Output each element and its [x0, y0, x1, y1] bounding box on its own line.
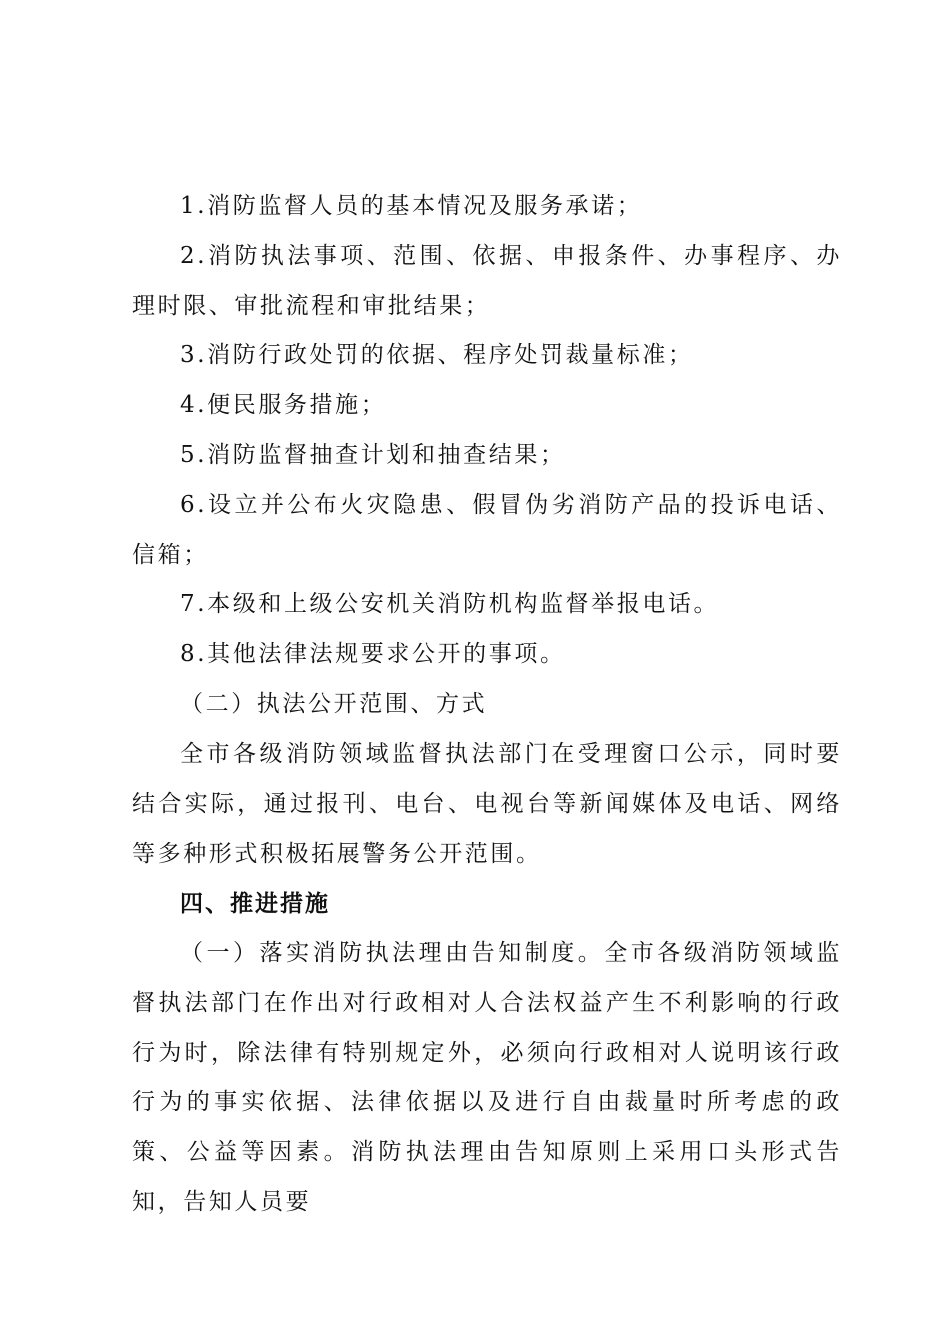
list-item-6: 6.设立并公布火灾隐患、假冒伪劣消防产品的投诉电话、信箱；	[132, 492, 842, 568]
paragraph-scope: 全市各级消防领域监督执法部门在受理窗口公示，同时要结合实际，通过报刊、电台、电视台等新闻媒体及电话、网络等多种形式积极拓展警务公开范围。	[132, 741, 842, 867]
section-heading-measures: 四、推进措施	[180, 890, 330, 917]
list-item-7: 7.本级和上级公安机关消防机构监督举报电话。	[180, 591, 720, 617]
list-item-1: 1.消防监督人员的基本情况及服务承诺；	[180, 193, 643, 219]
list-item-3: 3.消防行政处罚的依据、程序处罚裁量标准；	[180, 342, 694, 368]
list-item-4: 4.便民服务措施；	[180, 392, 387, 418]
list-item-2: 2.消防执法事项、范围、依据、申报条件、办事程序、办理时限、审批流程和审批结果；	[132, 243, 842, 319]
list-item-8: 8.其他法律法规要求公开的事项。	[180, 641, 566, 667]
list-item-5: 5.消防监督抽查计划和抽查结果；	[180, 442, 566, 468]
paragraph-measure-1: （一）落实消防执法理由告知制度。全市各级消防领域监督执法部门在作出对行政相对人合法权益产生不利影响的行政行为时，除法律有特别规定外，必须向行政相对人说明该行政行为的事实依据、法律依据以及进行自由裁量时所考虑的政策、公益等因素。消防执法理由告知原则上采用口头形式告知，告知人员要	[132, 940, 842, 1215]
subheading-scope-method: （二）执法公开范围、方式	[180, 691, 488, 717]
